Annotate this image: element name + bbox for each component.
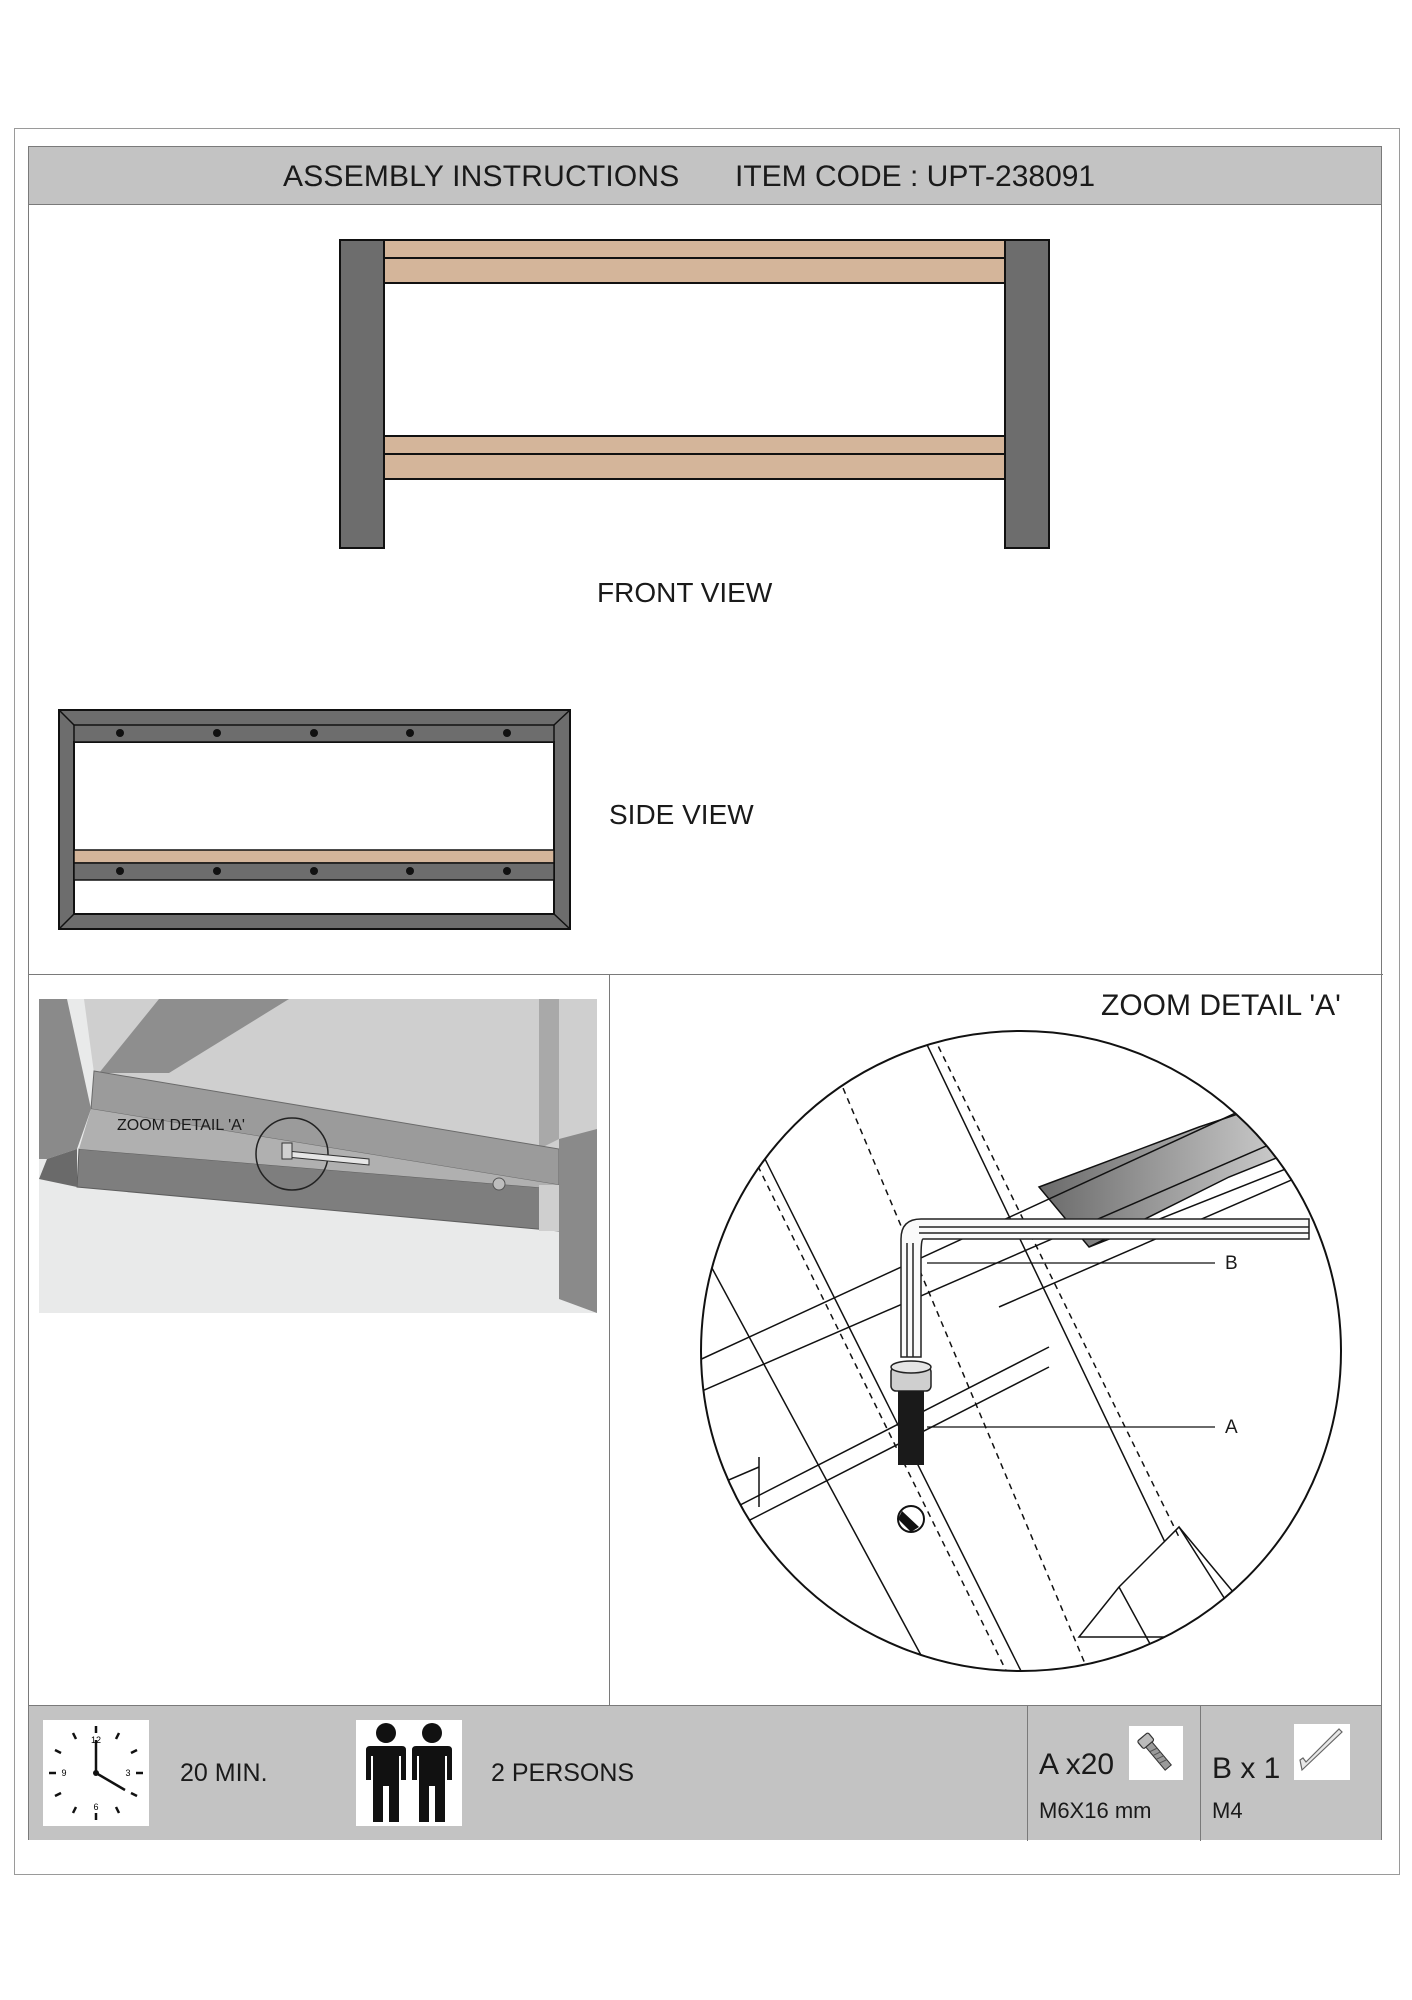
zoom-allen-key bbox=[901, 1219, 1309, 1357]
bolt-icon bbox=[1129, 1726, 1183, 1780]
render-zoom-label: ZOOM DETAIL 'A' bbox=[117, 1117, 245, 1134]
clock-icon bbox=[43, 1720, 149, 1826]
header-bar bbox=[29, 147, 1381, 205]
allen-key-icon bbox=[1294, 1724, 1350, 1780]
side-inner-opening bbox=[74, 742, 554, 914]
footer-bar bbox=[29, 1705, 1381, 1840]
callout-a: A bbox=[1225, 1417, 1238, 1438]
instruction-sheet bbox=[28, 146, 1382, 1840]
item-code: ITEM CODE : UPT-238091 bbox=[735, 160, 1096, 193]
callout-b: B bbox=[1225, 1253, 1238, 1274]
side-wood-slat bbox=[74, 850, 554, 863]
side-view-drawing bbox=[58, 709, 572, 931]
hardware-divider-1 bbox=[1027, 1706, 1028, 1841]
sheet-title: ASSEMBLY INSTRUCTIONS bbox=[283, 160, 680, 193]
front-view-label: FRONT VIEW bbox=[597, 577, 773, 608]
front-bottom-slat-2 bbox=[384, 454, 1005, 479]
front-top-slat-2 bbox=[384, 258, 1005, 283]
front-left-leg bbox=[340, 240, 384, 548]
clock-number-9: 9 bbox=[61, 1768, 67, 1778]
clock-number-3: 3 bbox=[125, 1768, 131, 1778]
front-right-leg bbox=[1005, 240, 1049, 548]
hardware-a-quantity: A x20 bbox=[1039, 1748, 1115, 1781]
zoom-detail-drawing bbox=[619, 1007, 1379, 1697]
clock-number-12: 12 bbox=[90, 1735, 102, 1745]
front-top-slat-1 bbox=[384, 240, 1005, 258]
assembly-time: 20 MIN. bbox=[180, 1759, 268, 1787]
hardware-b-quantity: B x 1 bbox=[1212, 1752, 1281, 1785]
zoom-detail-title: ZOOM DETAIL 'A' bbox=[1101, 989, 1341, 1022]
side-view-label: SIDE VIEW bbox=[609, 799, 754, 830]
panel-divider bbox=[609, 974, 610, 1705]
front-view-drawing bbox=[339, 239, 1051, 551]
assembly-render bbox=[39, 999, 597, 1313]
persons-required: 2 PERSONS bbox=[491, 1759, 635, 1787]
hardware-b-spec: M4 bbox=[1212, 1798, 1243, 1823]
section-divider bbox=[29, 974, 1383, 975]
front-bottom-slat-1 bbox=[384, 436, 1005, 454]
clock-number-6: 6 bbox=[93, 1802, 99, 1812]
two-persons-icon bbox=[356, 1720, 462, 1826]
hardware-divider-2 bbox=[1200, 1706, 1201, 1841]
hardware-a-spec: M6X16 mm bbox=[1039, 1798, 1152, 1823]
